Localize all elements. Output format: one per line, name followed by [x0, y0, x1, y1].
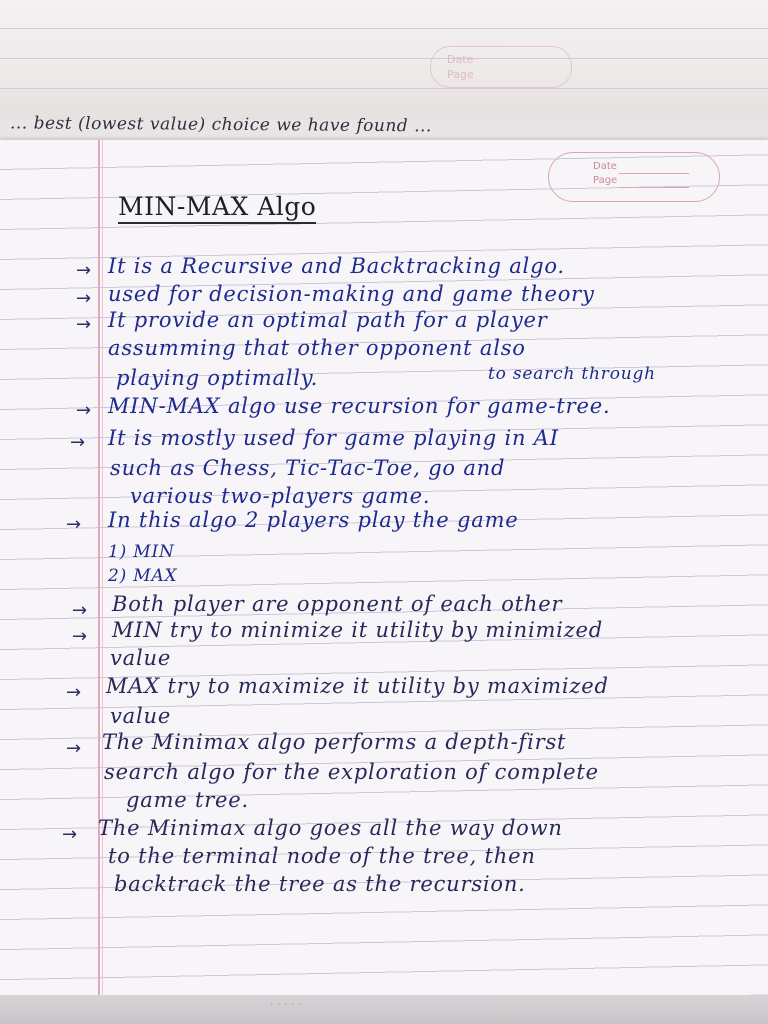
- notebook-page: [0, 140, 768, 1000]
- bullet-arrow: →: [62, 824, 78, 845]
- top-stamp-page-label: Page: [447, 68, 474, 81]
- note-line: The Minimax algo goes all the way down: [98, 816, 563, 840]
- note-line: value: [110, 646, 172, 670]
- next-page-edge: [0, 995, 768, 1024]
- note-line: used for decision-making and game theory: [108, 282, 595, 306]
- note-line: value: [110, 704, 172, 728]
- bullet-arrow: →: [66, 738, 82, 759]
- note-line: 1) MIN: [108, 542, 175, 562]
- note-line: MIN try to minimize it utility by minimized: [112, 618, 604, 642]
- page-rule: [619, 187, 689, 188]
- note-line: game tree.: [126, 788, 249, 812]
- page-label: Page: [593, 175, 618, 186]
- note-line: It provide an optimal path for a player: [108, 308, 548, 332]
- note-line: In this algo 2 players play the game: [108, 508, 519, 532]
- top-stamp-date-label: Date: [447, 53, 474, 66]
- bullet-arrow: →: [72, 626, 88, 647]
- date-label: Date: [593, 161, 617, 172]
- bullet-arrow: →: [76, 260, 92, 281]
- page-heading: MIN-MAX Algo: [118, 192, 316, 224]
- note-line: search algo for the exploration of complete: [104, 760, 599, 784]
- note-line: backtrack the tree as the recursion.: [114, 872, 526, 896]
- bullet-arrow: →: [76, 400, 92, 421]
- note-line: assumming that other opponent also: [108, 336, 526, 360]
- bullet-arrow: →: [66, 514, 82, 535]
- note-line: Both player are opponent of each other: [112, 592, 563, 616]
- note-line: MAX try to maximize it utility by maximized: [106, 674, 609, 698]
- note-insertion: to search through: [488, 364, 656, 384]
- bottom-faded-text: · · · · ·: [270, 998, 302, 1011]
- previous-line-text: ... best (lowest value) choice we have found ...: [9, 113, 432, 137]
- date-page-stamp: [548, 152, 720, 202]
- bullet-arrow: →: [66, 682, 82, 703]
- note-line: The Minimax algo performs a depth-first: [102, 730, 567, 754]
- note-line: such as Chess, Tic-Tac-Toe, go and: [110, 456, 506, 480]
- note-line: MIN-MAX algo use recursion for game-tree.: [108, 394, 611, 418]
- margin-line: [98, 140, 100, 1000]
- margin-line-secondary: [102, 140, 103, 1000]
- bullet-arrow: →: [72, 600, 88, 621]
- note-line: various two-players game.: [130, 484, 431, 508]
- top-date-stamp: [430, 46, 572, 88]
- bullet-arrow: →: [76, 314, 92, 335]
- bullet-arrow: →: [76, 288, 92, 309]
- date-rule: [619, 173, 689, 174]
- previous-page: [0, 0, 768, 120]
- note-line: playing optimally.: [116, 366, 319, 390]
- bullet-arrow: →: [70, 432, 86, 453]
- note-line: 2) MAX: [108, 566, 178, 586]
- note-line: It is a Recursive and Backtracking algo.: [108, 254, 565, 278]
- note-line: It is mostly used for game playing in AI: [108, 426, 559, 450]
- note-line: to the terminal node of the tree, then: [108, 844, 536, 868]
